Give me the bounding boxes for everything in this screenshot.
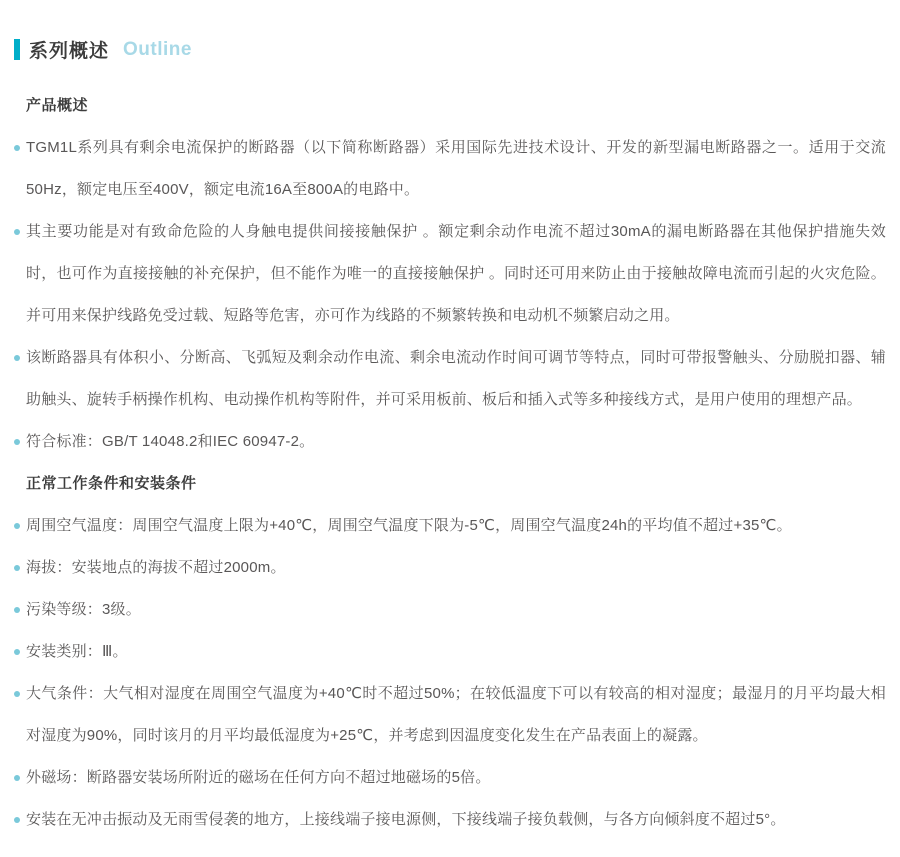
list-item xyxy=(14,505,886,547)
list-item xyxy=(14,757,886,799)
list-item xyxy=(14,127,886,211)
bullet-dot-icon xyxy=(14,817,20,823)
list-item-text: 海拔：安装地点的海拔不超过2000m。 xyxy=(26,559,286,576)
bullet-dot-icon xyxy=(14,145,20,151)
list-item xyxy=(14,211,886,337)
list-item-text: 污染等级：3级。 xyxy=(26,601,141,618)
series-header xyxy=(14,36,886,63)
section-product-overview xyxy=(14,85,886,463)
bullet-dot-icon xyxy=(14,607,20,613)
list-item-text: 其主要功能是对有致命危险的人身触电提供间接接触保护 。额定剩余动作电流不超过30mA的漏电断路器在其他保护措施失效时，也可作为直接接触的补充保护，但不能作为唯一的直接接触保护 。同时还可用来防止由于接触故障电流而引起的火灾危险。并可用来保护线路免受过载、短路等危害，亦可作为线路的不频繁转换和电动机不频繁启动之用。 xyxy=(26,223,886,324)
list-item xyxy=(14,589,886,631)
bullet-dot-icon xyxy=(14,565,20,571)
list-item-text: TGM1L系列具有剩余电流保护的断路器（以下简称断路器）采用国际先进技术设计、开发的新型漏电断路器之一。适用于交流50Hz，额定电压至400V，额定电流16A至800A的电路中。 xyxy=(26,139,886,198)
bullet-dot-icon xyxy=(14,229,20,235)
list-item-text: 该断路器具有体积小、分断高、飞弧短及剩余动作电流、剩余电流动作时间可调节等特点，同时可带报警触头、分励脱扣器、辅助触头、旋转手柄操作机构、电动操作机构等附件，并可采用板前、板后和插入式等多种接线方式，是用户使用的理想产品。 xyxy=(26,349,886,408)
section-heading: 产品概述 xyxy=(26,97,89,114)
accent-bar-icon xyxy=(14,39,20,60)
bullet-dot-icon xyxy=(14,523,20,529)
page-title-zh: 系列概述 xyxy=(29,41,110,62)
section-heading: 正常工作条件和安装条件 xyxy=(26,475,197,492)
bullet-dot-icon xyxy=(14,649,20,655)
list-item-text: 大气条件：大气相对湿度在周围空气温度为+40℃时不超过50%；在较低温度下可以有较高的相对湿度；最湿月的月平均最大相对湿度为90%，同时该月的月平均最低湿度为+25℃，并考虑到因温度变化发生在产品表面上的凝露。 xyxy=(26,685,886,744)
list-item xyxy=(14,337,886,421)
bullet-dot-icon xyxy=(14,439,20,445)
list-item-text: 符合标准：GB/T 14048.2和IEC 60947-2。 xyxy=(26,433,315,450)
page-title-en: Outline xyxy=(123,38,192,60)
list-item xyxy=(14,673,886,757)
list-item-text: 周围空气温度：周围空气温度上限为+40℃，周围空气温度下限为-5℃，周围空气温度24h的平均值不超过+35℃。 xyxy=(26,517,792,534)
list-item-text: 外磁场：断路器安装场所附近的磁场在任何方向不超过地磁场的5倍。 xyxy=(26,769,491,786)
bullet-dot-icon xyxy=(14,355,20,361)
bullet-dot-icon xyxy=(14,775,20,781)
bullet-list-working-conditions xyxy=(14,505,886,841)
bullet-dot-icon xyxy=(14,691,20,697)
list-item xyxy=(14,799,886,841)
list-item-text: 安装在无冲击振动及无雨雪侵袭的地方，上接线端子接电源侧，下接线端子接负载侧，与各方向倾斜度不超过5°。 xyxy=(26,811,786,828)
section-working-conditions xyxy=(14,463,886,841)
list-item xyxy=(14,421,886,463)
list-item xyxy=(14,547,886,589)
list-item xyxy=(14,631,886,673)
bullet-list-product-overview xyxy=(14,127,886,463)
list-item-text: 安装类别：Ⅲ。 xyxy=(26,643,128,660)
